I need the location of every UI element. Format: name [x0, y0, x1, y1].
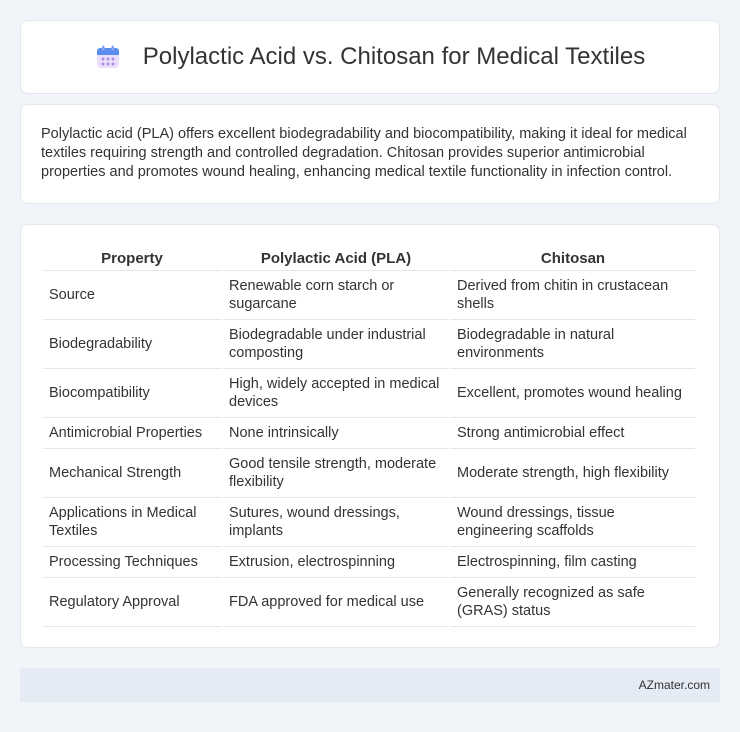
footer-site-link[interactable]: AZmater.com: [638, 678, 710, 692]
cell-chitosan: Derived from chitin in crustacean shells: [451, 271, 695, 320]
cell-pla: High, widely accepted in medical devices: [223, 369, 449, 418]
cell-chitosan: Strong antimicrobial effect: [451, 418, 695, 449]
cell-pla: Renewable corn starch or sugarcane: [223, 271, 449, 320]
cell-property: Mechanical Strength: [43, 449, 221, 498]
cell-property: Biocompatibility: [43, 369, 221, 418]
cell-chitosan: Wound dressings, tissue engineering scaffolds: [451, 498, 695, 547]
table-header-row: [43, 243, 695, 271]
cell-chitosan: Moderate strength, high flexibility: [451, 449, 695, 498]
header-chitosan: Chitosan: [451, 243, 695, 271]
cell-pla: Sutures, wound dressings, implants: [223, 498, 449, 547]
cell-property: Regulatory Approval: [43, 578, 221, 627]
table-row: [43, 498, 695, 547]
cell-property: Source: [43, 271, 221, 320]
cell-property: Processing Techniques: [43, 547, 221, 578]
table-row: [43, 369, 695, 418]
cell-property: Biodegradability: [43, 320, 221, 369]
table-row: [43, 320, 695, 369]
header-property: Property: [43, 243, 221, 271]
cell-chitosan: Biodegradable in natural environments: [451, 320, 695, 369]
calendar-icon: [95, 44, 121, 70]
table-row: [43, 418, 695, 449]
summary-text: Polylactic acid (PLA) offers excellent biodegradability and biocompatibility, making it ideal for medical textiles requiring strength and controlled degradation. Chitosan provides superior antimicrobial properties and promotes wound healing, enhancing medical textile functionality in infection control.: [41, 126, 687, 180]
summary-card: [20, 104, 720, 204]
cell-chitosan: Electrospinning, film casting: [451, 547, 695, 578]
comparison-table: [41, 243, 697, 627]
cell-pla: Biodegradable under industrial composting: [223, 320, 449, 369]
cell-pla: None intrinsically: [223, 418, 449, 449]
header-pla: Polylactic Acid (PLA): [223, 243, 449, 271]
footer: [20, 668, 720, 702]
table-row: [43, 449, 695, 498]
table-row: [43, 578, 695, 627]
page-title: Polylactic Acid vs. Chitosan for Medical Textiles: [142, 43, 646, 70]
table-row: [43, 271, 695, 320]
cell-property: Applications in Medical Textiles: [43, 498, 221, 547]
cell-chitosan: Excellent, promotes wound healing: [451, 369, 695, 418]
cell-pla: Extrusion, electrospinning: [223, 547, 449, 578]
cell-chitosan: Generally recognized as safe (GRAS) status: [451, 578, 695, 627]
title-card: [20, 20, 720, 94]
cell-pla: FDA approved for medical use: [223, 578, 449, 627]
table-row: [43, 547, 695, 578]
cell-property: Antimicrobial Properties: [43, 418, 221, 449]
cell-pla: Good tensile strength, moderate flexibility: [223, 449, 449, 498]
comparison-table-card: [20, 224, 720, 648]
